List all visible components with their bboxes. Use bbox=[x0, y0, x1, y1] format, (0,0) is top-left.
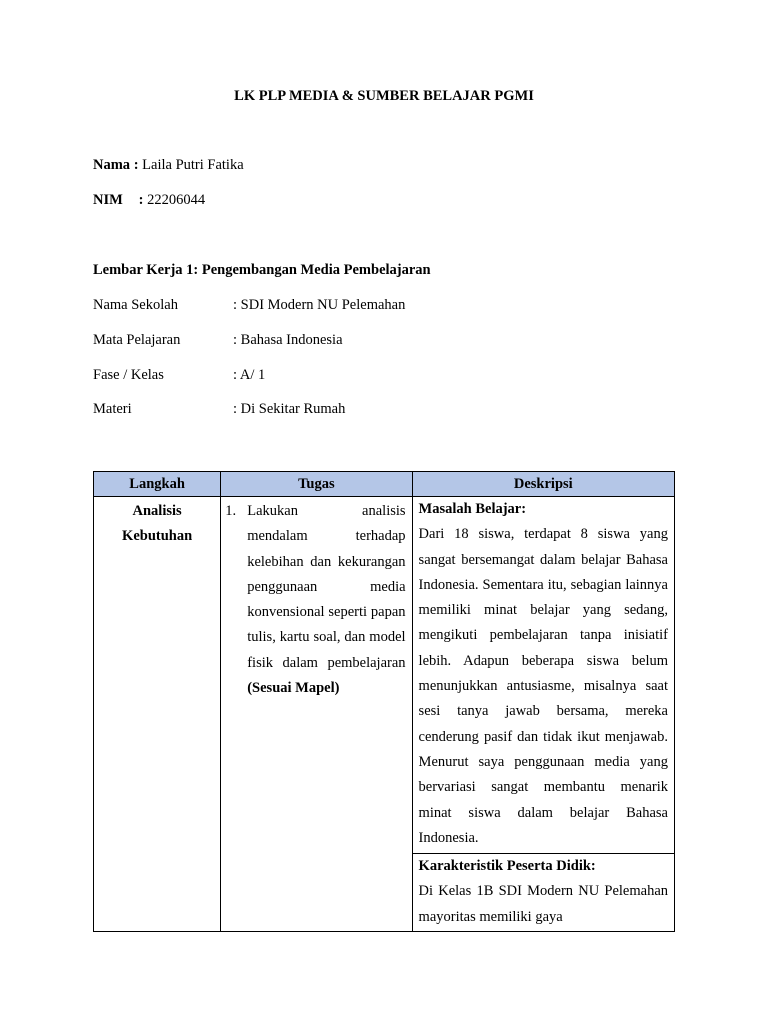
info-row-class bbox=[93, 367, 265, 384]
header-tugas: Tugas bbox=[221, 472, 412, 497]
step-cell bbox=[94, 497, 221, 932]
analysis-table bbox=[93, 471, 675, 932]
description-text-characteristics: Di Kelas 1B SDI Modern NU Pelemahan mayoritas memiliki gaya bbox=[418, 883, 668, 925]
header-langkah: Langkah bbox=[94, 472, 221, 497]
nim-separator: : bbox=[135, 192, 148, 208]
name-value: Laila Putri Fatika bbox=[142, 157, 244, 173]
name-label: Nama bbox=[93, 157, 131, 173]
header-deskripsi: Deskripsi bbox=[412, 472, 674, 497]
step-label-line2: Kebutuhan bbox=[122, 528, 193, 544]
nim-label: NIM bbox=[93, 192, 123, 208]
task-cell bbox=[221, 497, 412, 932]
worksheet-heading: Lembar Kerja 1: Pengembangan Media Pembelajaran bbox=[93, 262, 431, 278]
task-number: 1. bbox=[225, 503, 237, 519]
info-value: : A/ 1 bbox=[233, 367, 266, 383]
info-label: Fase / Kelas bbox=[93, 367, 164, 383]
name-separator: : bbox=[130, 157, 143, 173]
nim-value: 22206044 bbox=[147, 192, 206, 208]
info-row-school bbox=[93, 297, 405, 314]
step-label-line1: Analisis bbox=[132, 503, 182, 519]
description-heading-problem: Masalah Belajar: bbox=[418, 501, 527, 517]
info-label: Mata Pelajaran bbox=[93, 332, 181, 348]
info-value: : SDI Modern NU Pelemahan bbox=[233, 297, 406, 313]
student-nim-line bbox=[93, 192, 205, 209]
info-row-material bbox=[93, 401, 345, 418]
info-label: Nama Sekolah bbox=[93, 297, 178, 313]
description-cell-problem bbox=[412, 497, 674, 854]
task-text: Lakukan analisis mendalam terhadap kelebihan dan kekurangan penggunaan media konvensional seperti papan tulis, kartu soal, dan model fisik dalam pembelajaran bbox=[247, 503, 406, 671]
info-label: Materi bbox=[93, 401, 132, 417]
description-heading-characteristics: Karakteristik Peserta Didik: bbox=[418, 858, 596, 875]
info-row-subject bbox=[93, 332, 343, 349]
description-cell-characteristics bbox=[412, 854, 674, 932]
table-header-row bbox=[94, 472, 675, 497]
info-value: : Bahasa Indonesia bbox=[233, 332, 343, 348]
description-text-problem: Dari 18 siswa, terdapat 8 siswa yang sangat bersemangat dalam belajar Bahasa Indonesia. Sementara itu, sebagian lainnya memiliki minat belajar yang sedang, mengikuti pembelajaran tanpa inisiatif lebih. Adapun beberapa siswa belum menunjukkan antusiasme, misalnya saat sesi tanya jawab bersama, mereka cenderung pasif dan tidak ikut menjawab. Menurut saya penggunaan media yang bervariasi sangat membantu menarik minat siswa dalam belajar Bahasa Indonesia. bbox=[418, 526, 668, 846]
task-bold-note: (Sesuai Mapel) bbox=[247, 680, 340, 697]
info-value: : Di Sekitar Rumah bbox=[233, 401, 346, 417]
table-row bbox=[94, 497, 675, 854]
student-name-line bbox=[93, 157, 244, 174]
document-title: LK PLP MEDIA & SUMBER BELAJAR PGMI bbox=[234, 88, 534, 104]
